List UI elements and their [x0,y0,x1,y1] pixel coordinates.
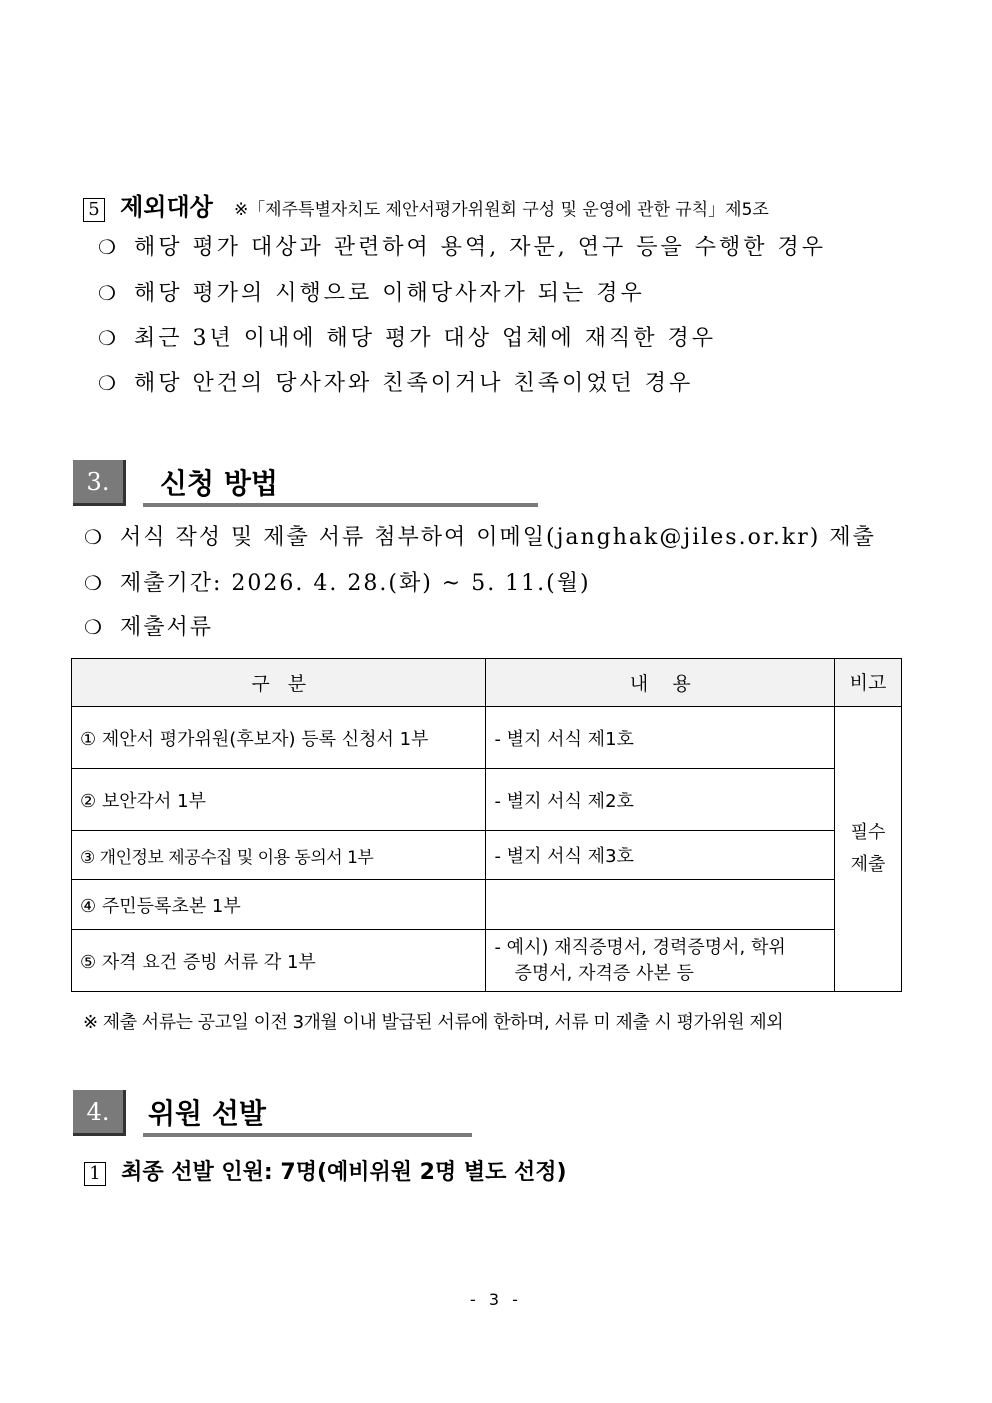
table-cell-item: ② 보안각서 1부 [72,769,486,831]
table-header-item: 구 분 [72,659,486,707]
list-item: ❍ 최근 3년 이내에 해당 평가 대상 업체에 재직한 경우 [98,326,716,351]
table-header-content: 내 용 [486,659,835,707]
documents-table [71,658,902,992]
list-item: ❍ 해당 평가의 시행으로 이해당사자가 되는 경우 [98,281,645,306]
table-row [72,831,902,880]
table-cell-content [486,880,835,930]
table-row [72,769,902,831]
section5-number-box: 5 [83,198,105,222]
bullet-circle-icon: ❍ [84,525,102,549]
table-cell-item: ① 제안서 평가위원(후보자) 등록 신청서 1부 [72,707,486,769]
table-cell-content: - 별지 서식 제1호 [486,707,835,769]
section5-header [83,187,769,222]
bullet-circle-icon: ❍ [98,235,116,259]
table-row [72,930,902,992]
bullet-circle-icon: ❍ [84,571,102,595]
page-number: - 3 - [470,1290,522,1309]
section4-subheader [84,1155,567,1186]
section5-title: 제외대상 [120,193,213,221]
table-header-remark: 비고 [835,659,902,707]
list-item: ❍ 제출기간: 2026. 4. 28.(화) ~ 5. 11.(월) [84,571,591,596]
bullet-circle-icon: ❍ [98,281,116,305]
section5-note: ※「제주특별자치도 제안서평가위원회 구성 및 운영에 관한 규칙」제5조 [233,200,769,220]
list-item: ❍ 제출서류 [84,615,214,640]
section3-number: 3. [73,460,126,506]
bullet-circle-icon: ❍ [98,326,116,350]
list-item: ❍ 해당 안건의 당사자와 친족이거나 친족이었던 경우 [98,371,694,396]
table-cell-item: ⑤ 자격 요건 증빙 서류 각 1부 [72,930,486,992]
table-cell-content: - 예시) 재직증명서, 경력증명서, 학위 증명서, 자격증 사본 등 [486,930,835,992]
list-item: ❍ 해당 평가 대상과 관련하여 용역, 자문, 연구 등을 수행한 경우 [98,235,826,260]
table-cell-remark: 필수 제출 [835,707,902,992]
table-row [72,707,902,769]
section4-number: 4. [73,1090,126,1136]
section4-title: 위원 선발 [148,1097,266,1130]
section3-underline [143,503,538,507]
list-item: ❍ 서식 작성 및 제출 서류 첨부하여 이메일(janghak@jiles.or.kr) 제출 [84,525,876,550]
table-cell-item: ④ 주민등록초본 1부 [72,880,486,930]
table-header-row [72,659,902,707]
bullet-circle-icon: ❍ [84,615,102,639]
table-cell-content: - 별지 서식 제3호 [486,831,835,880]
table-row [72,880,902,930]
subsection-number-box: 1 [84,1162,106,1186]
table-cell-item: ③ 개인정보 제공수집 및 이용 동의서 1부 [72,831,486,880]
subsection-title: 최종 선발 인원: 7명(예비위원 2명 별도 선정) [121,1160,567,1185]
table-cell-content: - 별지 서식 제2호 [486,769,835,831]
table-footnote: ※ 제출 서류는 공고일 이전 3개월 이내 발급된 서류에 한하며, 서류 미 제출 시 평가위원 제외 [83,1012,784,1033]
bullet-circle-icon: ❍ [98,371,116,395]
section4-underline [143,1133,472,1137]
section3-title: 신청 방법 [160,467,278,500]
